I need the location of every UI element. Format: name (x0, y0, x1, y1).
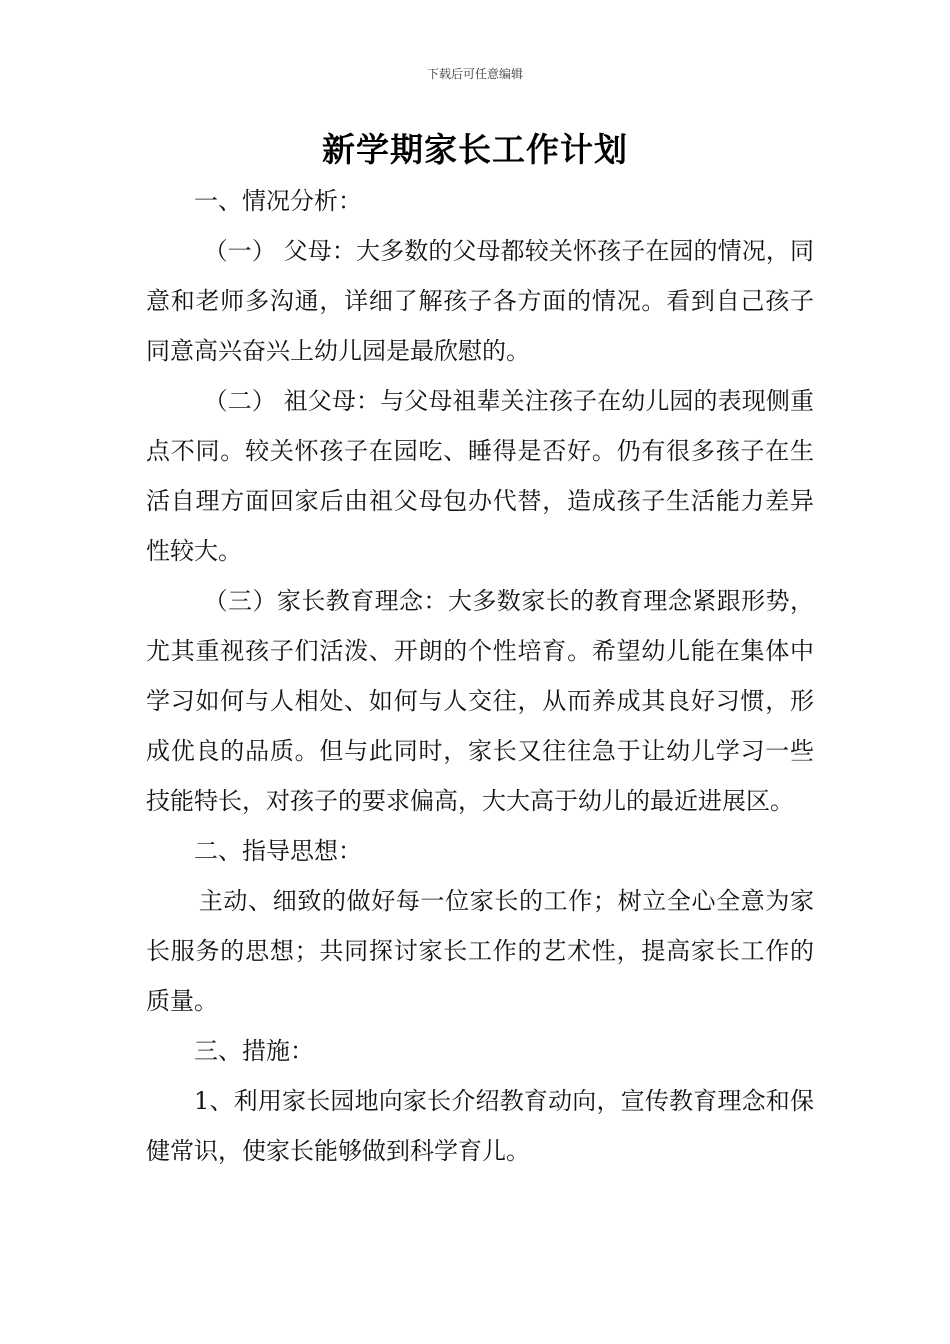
section-heading-measures: 三、措施： (194, 1037, 314, 1065)
paragraph-parents: （一） 父母：大多数的父母都较关怀孩子在园的情况，同意和老师多沟通，详细了解孩子各方面的情况。看到自己孩子同意高兴奋兴上幼儿园是最欣慰的。 (146, 237, 814, 365)
document-title: 新学期家长工作计划 (322, 130, 628, 169)
document-body (146, 176, 814, 1176)
paragraph-education-concept: （三）家长教育理念：大多数家长的教育理念紧跟形势，尤其重视孩子们活泼、开朗的个性培育。希望幼儿能在集体中学习如何与人相处、如何与人交往，从而养成其良好习惯，形成优良的品质。但与此同时，家长又往往急于让幼儿学习一些技能特长，对孩子的要求偏高，大大高于幼儿的最近进展区。 (146, 587, 814, 815)
section-heading-guiding-ideology: 二、指导思想： (194, 837, 362, 865)
paragraph-guiding-ideology: 主动、细致的做好每一位家长的工作；树立全心全意为家长服务的思想；共同探讨家长工作的艺术性，提高家长工作的质量。 (146, 887, 814, 1015)
paragraph-measure-1: 1、利用家长园地向家长介绍教育动向，宣传教育理念和保健常识，使家长能够做到科学育儿。 (146, 1087, 814, 1165)
header-note: 下载后可任意编辑 (426, 67, 523, 81)
section-heading-analysis: 一、情况分析： (194, 187, 362, 215)
paragraph-grandparents: （二） 祖父母：与父母祖辈关注孩子在幼儿园的表现侧重点不同。较关怀孩子在园吃、睡得是否好。仍有很多孩子在生活自理方面回家后由祖父母包办代替，造成孩子生活能力差异性较大。 (146, 387, 814, 565)
